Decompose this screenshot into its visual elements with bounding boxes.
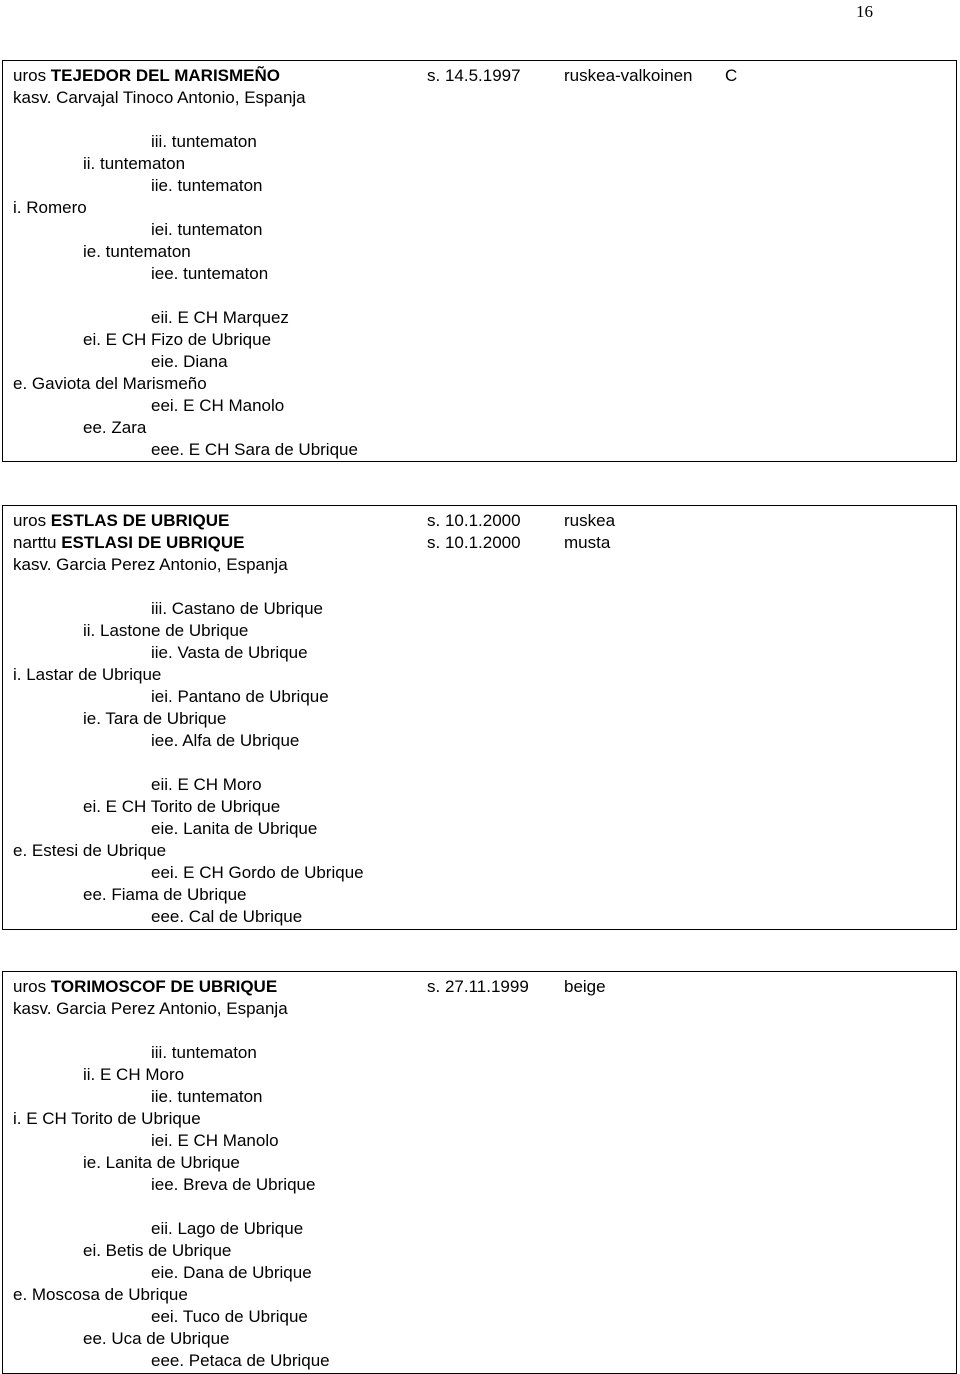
dog-name: ESTLASI DE UBRIQUE <box>61 533 245 552</box>
pedigree-ancestor: iee. tuntematon <box>151 264 269 283</box>
dog-header-row <box>13 511 229 531</box>
pedigree-card <box>2 971 957 1374</box>
pedigree-ancestor: ee. Uca de Ubrique <box>83 1329 230 1348</box>
pedigree-ancestor: ii. E CH Moro <box>83 1065 185 1084</box>
pedigree-ancestor: iei. Pantano de Ubrique <box>151 687 329 706</box>
pedigree-ancestor: ei. E CH Fizo de Ubrique <box>83 330 272 349</box>
pedigree-ancestor: iii. Castano de Ubrique <box>151 599 323 618</box>
pedigree-ancestor: iii. tuntematon <box>151 1043 257 1062</box>
dog-birth-date: s. 10.1.2000 <box>427 511 521 530</box>
pedigree-ancestor: ee. Zara <box>83 418 147 437</box>
pedigree-ancestor: e. Estesi de Ubrique <box>13 841 167 860</box>
pedigree-ancestor: ee. Fiama de Ubrique <box>83 885 247 904</box>
dog-name: TEJEDOR DEL MARISMEÑO <box>50 66 281 85</box>
pedigree-ancestor: ie. Tara de Ubrique <box>83 709 227 728</box>
pedigree-ancestor: eei. E CH Manolo <box>151 396 285 415</box>
dog-sex: uros <box>13 66 51 85</box>
pedigree-ancestor: eee. E CH Sara de Ubrique <box>151 440 358 459</box>
pedigree-ancestor: ie. Lanita de Ubrique <box>83 1153 240 1172</box>
dog-name: TORIMOSCOF DE UBRIQUE <box>50 977 278 996</box>
dog-color: ruskea-valkoinen <box>564 66 693 85</box>
pedigree-ancestor: iie. tuntematon <box>151 176 263 195</box>
pedigree-ancestor: e. Moscosa de Ubrique <box>13 1285 188 1304</box>
dog-color: beige <box>564 977 606 996</box>
pedigree-ancestor: eie. Dana de Ubrique <box>151 1263 312 1282</box>
dog-header-row <box>13 977 277 997</box>
pedigree-ancestor: e. Gaviota del Marismeño <box>13 374 207 393</box>
dog-name: ESTLAS DE UBRIQUE <box>50 511 230 530</box>
dog-header-row <box>13 66 280 86</box>
dog-color: musta <box>564 533 611 552</box>
pedigree-ancestor: i. Romero <box>13 198 87 217</box>
page-number: 16 <box>856 2 873 21</box>
pedigree-ancestor: ei. Betis de Ubrique <box>83 1241 232 1260</box>
dog-note: C <box>725 66 738 85</box>
pedigree-ancestor: eei. E CH Gordo de Ubrique <box>151 863 364 882</box>
pedigree-ancestor: iee. Alfa de Ubrique <box>151 731 300 750</box>
pedigree-ancestor: iee. Breva de Ubrique <box>151 1175 316 1194</box>
pedigree-ancestor: ie. tuntematon <box>83 242 191 261</box>
dog-color: ruskea <box>564 511 616 530</box>
pedigree-ancestor: i. Lastar de Ubrique <box>13 665 162 684</box>
breeder: kasv. Garcia Perez Antonio, Espanja <box>13 999 288 1018</box>
dog-birth-date: s. 14.5.1997 <box>427 66 521 85</box>
pedigree-ancestor: i. E CH Torito de Ubrique <box>13 1109 201 1128</box>
pedigree-ancestor: ii. Lastone de Ubrique <box>83 621 249 640</box>
pedigree-ancestor: iei. E CH Manolo <box>151 1131 279 1150</box>
pedigree-ancestor: eie. Diana <box>151 352 228 371</box>
dog-sex: uros <box>13 977 51 996</box>
breeder: kasv. Garcia Perez Antonio, Espanja <box>13 555 288 574</box>
pedigree-ancestor: iie. Vasta de Ubrique <box>151 643 308 662</box>
pedigree-ancestor: eie. Lanita de Ubrique <box>151 819 318 838</box>
pedigree-card <box>2 60 957 462</box>
pedigree-ancestor: eii. E CH Marquez <box>151 308 289 327</box>
pedigree-ancestor: eee. Cal de Ubrique <box>151 907 303 926</box>
pedigree-ancestor: ii. tuntematon <box>83 154 186 173</box>
dog-sex: narttu <box>13 533 62 552</box>
pedigree-ancestor: ei. E CH Torito de Ubrique <box>83 797 281 816</box>
pedigree-ancestor: eei. Tuco de Ubrique <box>151 1307 308 1326</box>
dog-header-row <box>13 533 244 553</box>
pedigree-ancestor: eii. Lago de Ubrique <box>151 1219 304 1238</box>
pedigree-ancestor: iei. tuntematon <box>151 220 263 239</box>
breeder: kasv. Carvajal Tinoco Antonio, Espanja <box>13 88 306 107</box>
dog-birth-date: s. 10.1.2000 <box>427 533 521 552</box>
pedigree-ancestor: iie. tuntematon <box>151 1087 263 1106</box>
pedigree-ancestor: eee. Petaca de Ubrique <box>151 1351 330 1370</box>
pedigree-card <box>2 505 957 930</box>
pedigree-ancestor: eii. E CH Moro <box>151 775 262 794</box>
pedigree-ancestor: iii. tuntematon <box>151 132 257 151</box>
dog-sex: uros <box>13 511 51 530</box>
dog-birth-date: s. 27.11.1999 <box>427 977 529 996</box>
